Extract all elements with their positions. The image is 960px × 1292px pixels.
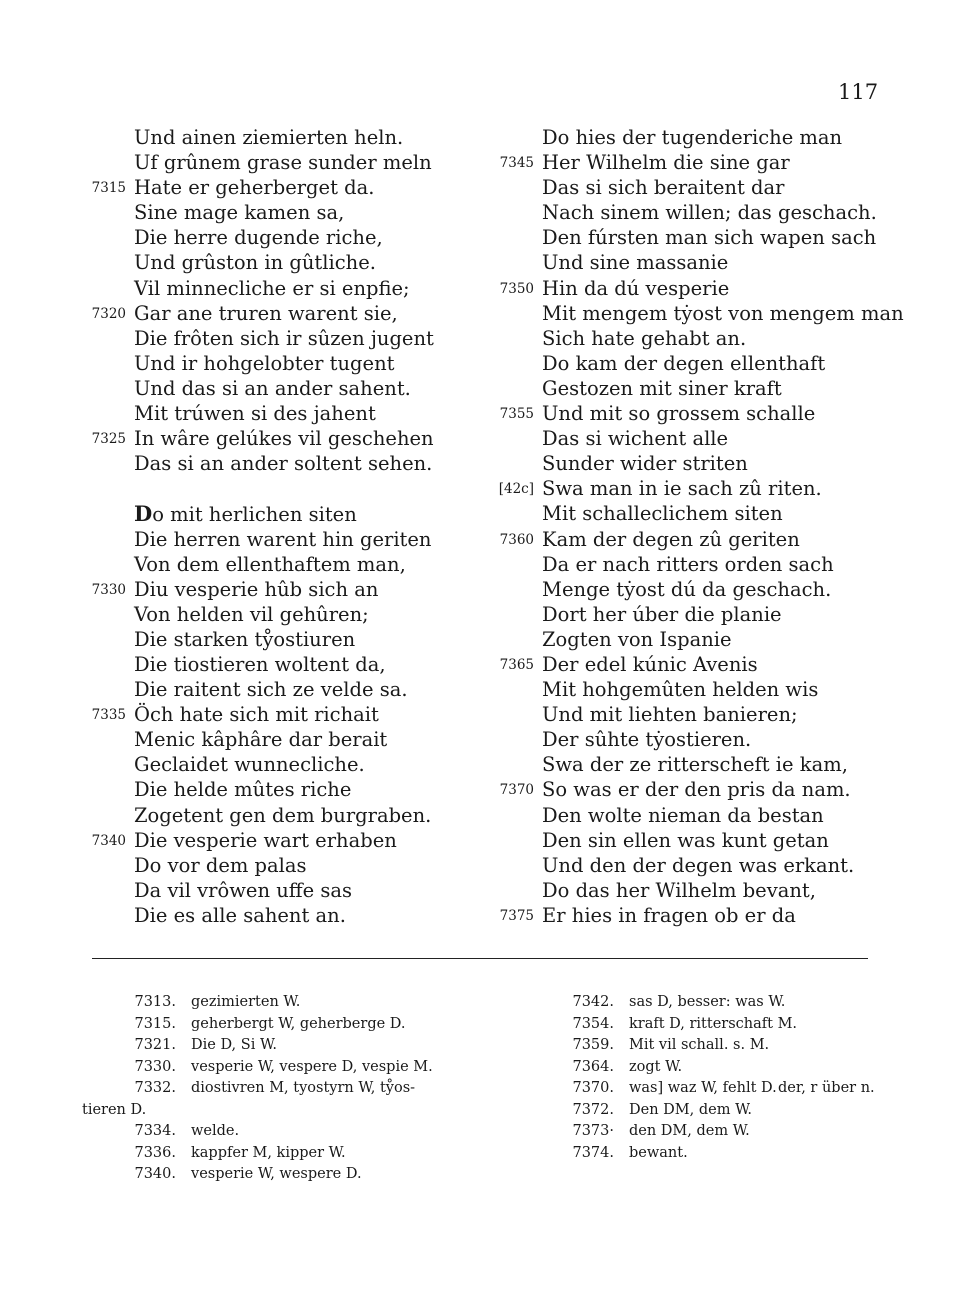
verse-text: Den sin ellen was kunt getan [542, 828, 829, 852]
verse-line [478, 125, 898, 150]
page-number: 117 [838, 80, 879, 104]
footnote-number: 7332. [134, 1080, 176, 1096]
verse-text: Nach sinem willen; das geschach. [542, 201, 877, 225]
verse-line [478, 200, 898, 225]
footnote-number: 7342. [572, 994, 614, 1010]
verse-text: Sunder wider striten [542, 452, 748, 476]
verse-line [70, 175, 470, 200]
footnote [82, 1121, 482, 1143]
verse-line [478, 652, 898, 677]
line-number: 7335 [91, 707, 126, 724]
footnote-number: 7354. [572, 1015, 614, 1032]
verse-line [478, 702, 898, 727]
footnote-text: bewant. [629, 1144, 688, 1161]
verse-text: Sich hate gehabt an. [542, 326, 747, 350]
footnote-text: Den DM, dem W. [629, 1101, 753, 1118]
verse-text: Hin da dú vesperie [542, 276, 730, 300]
verse-line [70, 426, 470, 451]
verse-text: Und mit liehten banieren; [542, 703, 798, 727]
verse-line [70, 627, 470, 652]
verse-text: Mit trúwen si des jahent [134, 402, 376, 426]
footnote-text: welde. [191, 1123, 240, 1139]
verse-line [70, 250, 470, 275]
verse-text: Da er nach ritters orden sach [542, 552, 834, 576]
footnote-text: Die D, Si W. [191, 1037, 277, 1053]
verse-text: Die es alle sahent an. [134, 903, 346, 927]
line-number: 7330 [91, 581, 126, 598]
verse-line [70, 376, 470, 401]
verse-text: Der sûhte tẏostieren. [542, 728, 752, 752]
verse-line [70, 301, 470, 326]
footnote-number: 7373· [572, 1123, 614, 1139]
verse-line [478, 250, 898, 275]
verse-line [70, 652, 470, 677]
verse-line [478, 903, 898, 928]
line-number: 7345 [499, 155, 534, 172]
footnote-text: geherbergt W, geherberge D. [191, 1015, 406, 1032]
verse-line [478, 150, 898, 175]
footnote [520, 1121, 920, 1143]
footnote [520, 1035, 920, 1057]
verse-text: Und grûston in gûtliche. [134, 251, 376, 275]
verse-text: Diu vesperie hûb sich an [134, 577, 379, 601]
verse-line [478, 225, 898, 250]
verse-line [70, 501, 470, 526]
footnote [520, 1143, 920, 1165]
verse-text: Do das her Wilhelm bevant, [542, 878, 816, 902]
verse-line [478, 451, 898, 476]
verse-text: Da vil vrôwen uffe sas [134, 878, 353, 902]
line-number: 7325 [91, 431, 126, 448]
verse-text: Mit schalleclichem siten [542, 502, 783, 526]
footnote-text: vesperie W, wespere D. [191, 1166, 362, 1182]
right-verse-column [478, 125, 904, 928]
verse-line [70, 853, 470, 878]
verse-text: Gar ane truren warent sie, [134, 301, 398, 325]
line-number: 7315 [91, 180, 126, 197]
line-number: 7370 [499, 782, 534, 799]
verse-line [478, 677, 898, 702]
footnote [82, 1078, 482, 1100]
verse-text: Und das si an ander sahent. [134, 376, 411, 400]
verse-text: Kam der degen zû geriten [542, 527, 800, 551]
verse-text: Das si wichent alle [542, 427, 729, 451]
footnote-text: den DM, dem W. [629, 1123, 750, 1139]
verse-line [478, 326, 898, 351]
left-verse-column [70, 125, 470, 928]
verse-text: Die herren warent hin geriten [134, 527, 432, 551]
footnote-number: 7321. [134, 1037, 176, 1053]
footnote-extra: der, r über n. [778, 1080, 875, 1096]
footnote [520, 1057, 920, 1079]
verse-line [70, 727, 470, 752]
line-number: 7375 [499, 907, 534, 924]
verse-line [478, 878, 898, 903]
verse-text: Und ainen ziemierten heln. [134, 126, 404, 149]
verse-line [478, 527, 898, 552]
verse-text: Er hies in fragen ob er da [542, 903, 796, 927]
verse-text: Do vor dem palas [134, 853, 307, 877]
verse-line [70, 225, 470, 250]
verse-text: So was er der den pris da nam. [542, 778, 851, 802]
verse-line [478, 501, 898, 526]
verse-line [478, 376, 898, 401]
verse-text: Swa der ze ritterscheft ie kam, [542, 753, 848, 777]
footnote [82, 1143, 482, 1165]
verse-line [70, 200, 470, 225]
footnote-text: kraft D, ritterschaft M. [629, 1015, 798, 1032]
verse-line [478, 577, 898, 602]
footnote [520, 992, 920, 1014]
verse-text: Von helden vil gehûren; [134, 602, 369, 626]
verse-text [134, 501, 357, 527]
verse-line [70, 878, 470, 903]
verse-line [478, 301, 904, 326]
verse-text: Mit mengem tẏost von mengem man [542, 301, 904, 325]
verse-text: Den wolte nieman da bestan [542, 803, 824, 827]
footnote-number: 7374. [572, 1144, 614, 1161]
verse-text: Mit hohgemûten helden wis [542, 678, 819, 702]
footnote-number: 7372. [572, 1101, 614, 1118]
footnote [82, 992, 482, 1014]
verse-line [70, 476, 470, 501]
verse-text: Das si sich beraitent dar [542, 176, 785, 200]
verse-text: Zogten von Ispanie [542, 627, 732, 651]
verse-text: Die tiostieren woltent da, [134, 652, 386, 676]
line-number: 7360 [499, 531, 534, 548]
verse-line [70, 150, 470, 175]
footnote [82, 1035, 482, 1057]
verse-line [478, 752, 898, 777]
footnote-text: kappfer M, kipper W. [191, 1144, 346, 1161]
verse-text: Die helde mûtes riche [134, 778, 352, 802]
verse-text: Uf grûnem grase sunder meln [134, 151, 432, 175]
verse-text: Hate er geherberget da. [134, 176, 375, 200]
footnote-text: Mit vil schall. s. M. [629, 1037, 770, 1053]
verse-line [70, 803, 470, 828]
line-number: 7365 [499, 656, 534, 673]
verse-line [70, 702, 470, 727]
verse-text: Und ir hohgelobter tugent [134, 351, 395, 375]
verse-line [478, 426, 898, 451]
verse-text: Menge tẏost dú da geschach. [542, 577, 832, 601]
verse-text-rest: o mit herlichen siten [152, 503, 357, 527]
verse-text: Die starken tẙostiuren [134, 627, 356, 651]
verse-text: Die herre dugende riche, [134, 226, 383, 250]
footnote-number: 7336. [134, 1144, 176, 1161]
verse-line [478, 777, 898, 802]
verse-line [478, 853, 898, 878]
footnote-number: 7340. [134, 1166, 176, 1182]
verse-line [478, 627, 898, 652]
verse-line [70, 752, 470, 777]
verse-text: Die raitent sich ze velde sa. [134, 678, 408, 702]
footnote-text: tieren D. [82, 1101, 147, 1118]
verse-line [478, 401, 898, 426]
line-number: [42c] [498, 481, 534, 498]
verse-line [478, 803, 898, 828]
verse-text: Den fúrsten man sich wapen sach [542, 226, 877, 250]
verse-text: Das si an ander soltent sehen. [134, 452, 433, 476]
initial-letter: D [134, 501, 153, 527]
left-variant-notes [82, 992, 482, 1186]
verse-text: Die vesperie wart erhaben [134, 828, 397, 852]
verse-line [478, 552, 898, 577]
footnote [520, 1100, 920, 1122]
footnote-number: 7315. [134, 1015, 176, 1032]
verse-line [70, 552, 470, 577]
verse-text: Von dem ellenthaftem man, [134, 552, 406, 576]
verse-line [70, 326, 470, 351]
verse-text: Vil minnecliche er si enpfie; [134, 276, 410, 300]
footnote-number: 7313. [134, 994, 176, 1010]
verse-line [70, 451, 470, 476]
footnote-continuation [82, 1100, 482, 1122]
verse-text: Und den der degen was erkant. [542, 853, 855, 877]
footnote [82, 1014, 482, 1036]
verse-text: In wâre gelúkes vil geschehen [134, 427, 434, 451]
verse-text: Menic kâphâre dar berait [134, 728, 388, 752]
verse-text: Die frôten sich ir sûzen jugent [134, 326, 434, 350]
footnote-text: sas D, besser: was W. [629, 994, 786, 1010]
verse-text: Do kam der degen ellenthaft [542, 351, 826, 375]
line-number: 7355 [499, 406, 534, 423]
footnote-text: vesperie W, vespere D, vespie M. [191, 1058, 433, 1075]
verse-line [70, 577, 470, 602]
line-number: 7320 [91, 305, 126, 322]
footnote-divider [92, 958, 868, 959]
verse-line [70, 401, 470, 426]
footnote-text: was] waz W, fehlt D. [629, 1080, 777, 1096]
verse-line [478, 276, 898, 301]
verse-text: Und sine massanie [542, 251, 729, 275]
footnote-number: 7334. [134, 1123, 176, 1139]
line-number: 7340 [91, 832, 126, 849]
verse-text: Zogetent gen dem burgraben. [134, 803, 432, 827]
verse-text: Sine mage kamen sa, [134, 201, 345, 225]
line-number: 7350 [499, 280, 534, 297]
verse-line [70, 777, 470, 802]
verse-line [478, 175, 898, 200]
footnote-number: 7370. [572, 1080, 614, 1096]
footnote-number: 7359. [572, 1037, 614, 1053]
verse-line [478, 476, 898, 501]
verse-text: Do hies der tugenderiche man [542, 126, 843, 149]
footnote-text: diostivren M, tyostyrn W, tẙos- [191, 1080, 416, 1096]
footnote-text: gezimierten W. [191, 994, 301, 1010]
verse-line [70, 351, 470, 376]
verse-line [478, 727, 898, 752]
footnote-number: 7330. [134, 1058, 176, 1075]
footnote-number: 7364. [572, 1058, 614, 1075]
footnote [82, 1164, 482, 1186]
verse-line [70, 828, 470, 853]
verse-line [478, 351, 898, 376]
footnote [520, 1078, 920, 1100]
footnote [82, 1057, 482, 1079]
right-variant-notes [520, 992, 920, 1164]
verse-line [478, 828, 898, 853]
verse-line [70, 276, 470, 301]
verse-text: Öch hate sich mit richait [134, 703, 379, 727]
verse-text: Und mit so grossem schalle [542, 402, 816, 426]
verse-line [70, 602, 470, 627]
verse-text: Swa man in ie sach zû riten. [542, 477, 822, 501]
verse-text: Gestozen mit siner kraft [542, 376, 782, 400]
verse-text: Her Wilhelm die sine gar [542, 151, 790, 175]
verse-line [70, 677, 470, 702]
verse-line [70, 125, 470, 150]
footnote-text: zogt W. [629, 1058, 683, 1075]
verse-line [70, 903, 470, 928]
verse-line [70, 527, 470, 552]
verse-text: Der edel kúnic Avenis [542, 652, 758, 676]
verse-text: Geclaidet wunnecliche. [134, 753, 365, 777]
verse-line [478, 602, 898, 627]
verse-text: Dort her úber die planie [542, 602, 782, 626]
footnote [520, 1014, 920, 1036]
